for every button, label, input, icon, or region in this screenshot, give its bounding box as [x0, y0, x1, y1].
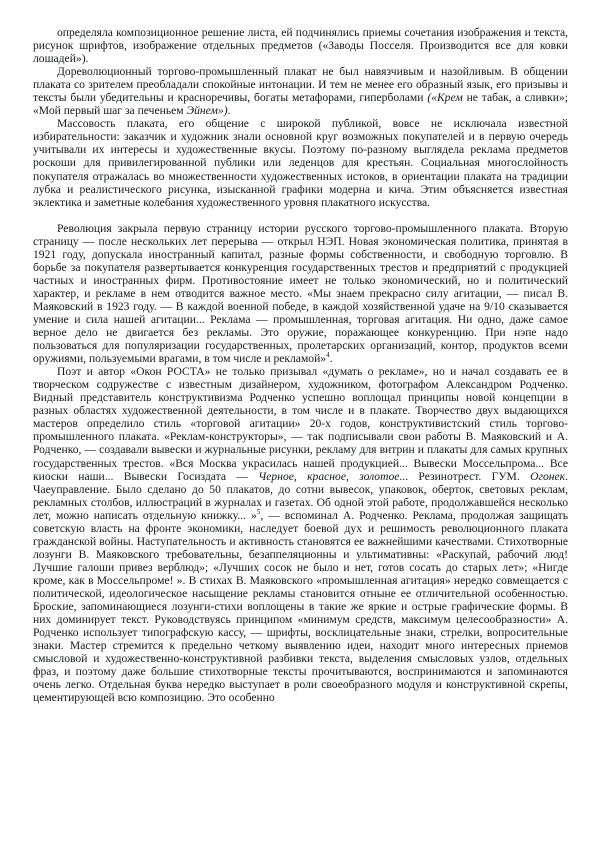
- text-run: . Чаеуправление. Было сделано до 50 плакатов, до сотни вывесок, упаковок, оберток, световых реклам, рекламных столбов, иллюстраций в журналах и газетах. Об одной этой работе, продолжавшейся несколько лет, можно написать отдельную книжку... »: [33, 469, 569, 522]
- italic-text-run: («Крем: [427, 91, 463, 105]
- body-paragraph: [33, 26, 568, 65]
- italic-text-run: Огонек: [530, 469, 566, 483]
- text-run: .: [329, 352, 333, 366]
- paragraph-spacer: [33, 209, 568, 222]
- body-paragraph: [33, 117, 568, 208]
- text-run: не табак, а сливки»; «Мой первый шаг за печеньем: [33, 91, 568, 118]
- text-run: Революция закрыла первую страницу истории русского торгово-промышленного плаката. Вторую страницу — после нескольких лет перерыва — открыл НЭП. Новая экономическая политика, принятая в 1921 году, допускала иностранный капитал, разные формы собственности, и свободную торговлю. В борьбе за покупателя развертывается конкуренция государственных трестов и предприятий с продукцией частных и иностранных фирм. Противостояние имеет не только экономический, но и политический характер, и рекламе в нем отводится важное место. «Мы знаем прекрасно силу агитации, — писал В. Маяковский в 1923 году. — В каждой военной победе, в каждой хозяйственной удаче на 9/10 сказывается умение и сила нашей агитации... Реклама — промышленная, торговая агитация. Ни одно, даже самое верное дело не двигается без рекламы. Это оружие, поражающее конкуренцию. При нэпе надо пользоваться для популяризации государственных, пролетарских организаций, контор, продуктов всеми оружиями, пользуемыми врагами, в том числе и рекламой»: [33, 221, 568, 366]
- text-run: .: [227, 104, 231, 118]
- text-run: ... Резинотрест. ГУМ.: [399, 469, 531, 483]
- body-paragraph: [33, 222, 568, 366]
- italic-text-run: Эйнем»): [186, 104, 228, 118]
- footnote-reference[interactable]: 4: [326, 351, 330, 360]
- document-text-column: [33, 26, 568, 704]
- text-run: Массовость плаката, его общение с широкой публикой, вовсе не исключала известной избирательности: заказчик и художник знали основной круг возможных покупателей и в первую очередь учитывали их интересы и художественные вкусы. Поэтому по-разному выглядела реклама предметов роскоши для привилегированной публики или леденцов для крестьян. Социальная многослойность покупателя отражалась во множественности художественных истоков, в ориентации плаката на традиции лубка и реалистического рисунка, изысканной графики модерна и кича. Этим объясняется известная эклектика и заметные колебания художественного уровня плакатного искусства.: [33, 117, 568, 209]
- italic-text-run: Черное, красное, золотое: [258, 469, 400, 483]
- text-run: Поэт и автор «Окон РОСТА» не только призывал «думать о рекламе», но и начал создавать ее в творческом содружестве с известным дизайнером, художником, фотографом Александром Родченко. Видный представитель конструктивизма Родченко успешно воплощал принципы новой концепции в разных областях художественной деятельности, в том числе и в плакате. Творчество двух выдающихся мастеров определило стиль «торговой агитации» 20-х годов, конструктивистский стиль торгово-промышленного плаката. «Реклам-конструкторы», — так подписывали свои работы В. Маяковский и А. Родченко, — создавали вывески и журнальные рисунки, рекламу для витрин и плакаты для самых крупных государственных трестов. «Вся Москва украсилась нашей продукцией... Вывески Моссельпрома... Все киоски наши... Вывески Госиздата —: [33, 365, 568, 483]
- text-run: Дореволюционный торгово-промышленный плакат не был навязчивым и назойливым. В общении плаката со зрителем преобладали спокойные интонации. И тем не менее его образный язык, его призывы и тексты были убедительны и красноречивы, богаты метафорами, гиперболами: [33, 65, 568, 105]
- body-paragraph: [33, 65, 568, 117]
- text-run: , — вспоминал А. Родченко. Реклама, продолжая защищать советскую власть на фронте экономики, наследует боевой дух и решимость революционного плаката гражданской войны. Наступательность и активность становятся ее важнейшими качествами. Стихотворные лозунги В. Маяковского требовательны, безаппеляционны и ультимативны: «Раскупай, рабочий люд! Лучшие галоши привез верблюд»; «Лучших сосок не было и нет, готов сосать до старых лет»; «Нигде кроме, как в Моссельпроме! ». В стихах В. Маяковского «промышленная агитация» нередко совмещается с политической, идеологическое насыщение рекламы становится отныне ее отличительной особенностью. Броские, запоминающиеся лозунги-стихи воплощены в такие же яркие и острые графические формы. В них доминирует текст. Руководствуясь принципом «минимум средств, максимум целесообразности» А. Родченко использует типографскую кассу, — шрифты, восклицательные знаки, стрелки, вопросительные знаки. Мастер стремится к предельно четкому выявлению идеи, находит много интересных приемов смысловой и художественно-конструктивной разбивки текста, выделения смысловых узлов, отдельных фраз, и поэтому даже большие стихотворные тексты прочитываются, воспринимаются и запоминаются очень легко. Отдельная буква нередко выступает в роли своеобразного модуля и конструктивной скрепы, цементирующей всю композицию. Это особенно: [33, 508, 568, 705]
- text-run: определяла композиционное решение листа, ей подчинялись приемы сочетания изображения и текста, рисунок шрифтов, изображение отдельных предметов («Заводы Посселя. Производится все для ковки лошадей»).: [33, 26, 568, 66]
- body-paragraph: [33, 365, 568, 704]
- footnote-reference[interactable]: 5: [256, 507, 261, 516]
